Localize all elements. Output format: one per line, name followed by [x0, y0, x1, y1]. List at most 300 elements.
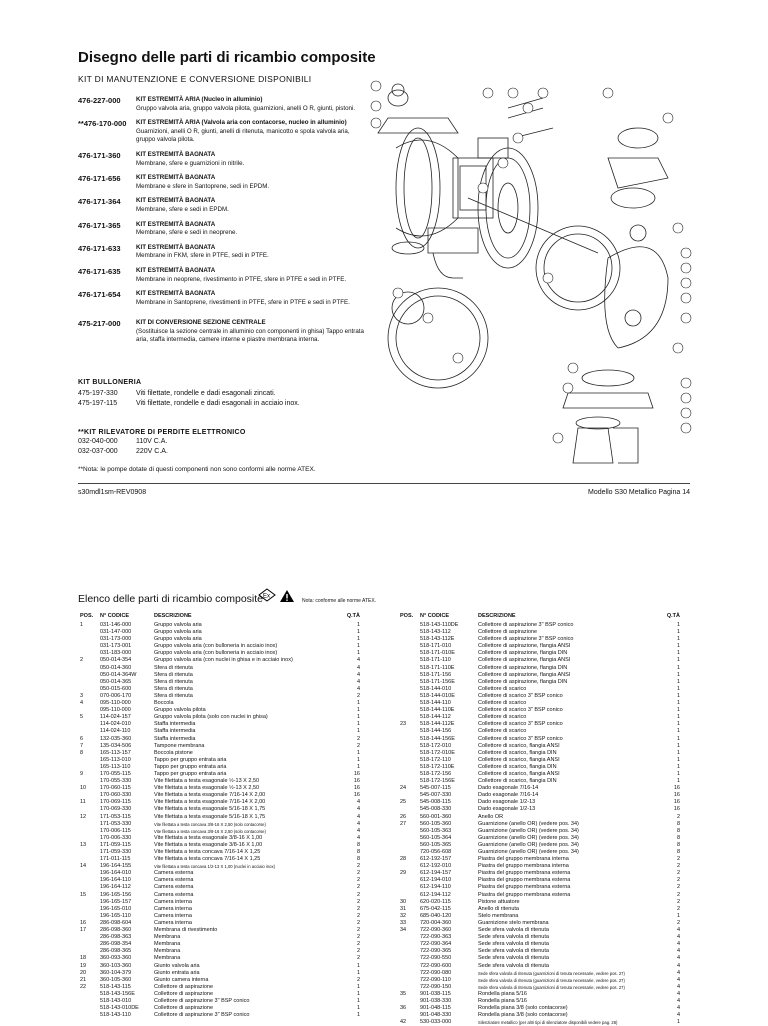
kit-item: [78, 221, 368, 238]
cell-code: 196-164-112: [100, 884, 131, 891]
cell-qty: 2: [356, 912, 360, 919]
table-row: [400, 920, 700, 927]
cell-qty: 2: [356, 891, 360, 898]
cell-desc: Piastra del gruppo membrana esterna: [478, 877, 571, 884]
cell-desc: Sfera di ritenuta: [154, 678, 193, 685]
col-pos: POS.: [80, 613, 94, 619]
cell-code: 196-165-110: [100, 912, 131, 919]
cell-code: 518-143-156E: [100, 990, 135, 997]
cell-desc: Collettore di scarico 3" BSP conico: [478, 735, 563, 742]
table-row: [80, 799, 380, 806]
bulloneria-row: [78, 400, 300, 407]
cell-desc: Sede sfera valvola di ritenuta: [478, 962, 549, 969]
cell-code: 171-053-115: [100, 813, 131, 820]
cell-desc: Collettore di scarico, flangia ANSI: [478, 742, 560, 749]
cell-qty: 8: [356, 841, 360, 848]
cell-desc: Collettore di scarico, flangia DIN: [478, 778, 557, 785]
cell-code: 050-015-600: [100, 685, 132, 692]
cell-desc: Boccola pistone: [154, 749, 193, 756]
cell-code: 170-060-115: [100, 785, 131, 792]
cell-qty: 4: [356, 664, 360, 671]
table-row: [80, 629, 380, 636]
cell-pos: [400, 1012, 420, 1019]
table-row: [80, 934, 380, 941]
cell-desc: Vite filettata a testa concava 3/8-16 X 2,50 (solo contacorse): [154, 821, 266, 827]
cell-desc: Camera interna: [154, 919, 192, 926]
cell-qty: 1: [356, 650, 360, 657]
table-row: [400, 998, 700, 1005]
col-code: N° CODICE: [420, 613, 450, 619]
cell-qty: 2: [356, 927, 360, 934]
cell-qty: 1: [356, 756, 360, 763]
cell-desc: Sede sfera valvola di ritenuta: [478, 948, 549, 955]
cell-code: 620-020-115: [420, 898, 451, 905]
table-row: [80, 785, 380, 792]
cell-desc: Membrana: [154, 941, 181, 948]
cell-desc: Staffa intermedia: [154, 721, 196, 728]
cell-qty: 16: [673, 799, 680, 806]
cell-desc: Sede sfera valvola di ritenuta: [478, 934, 549, 941]
col-qty: Q.TÀ: [346, 613, 360, 619]
cell-qty: 1: [676, 721, 680, 728]
cell-code: 560-001-360: [420, 813, 452, 820]
cell-desc: Guarnizione (anello OR) (vedere pos. 34): [478, 841, 579, 848]
cell-desc: Guarnizione (anello OR) (vedere pos. 34): [478, 849, 579, 855]
table-row: [400, 870, 700, 877]
kit-item: [78, 267, 368, 284]
cell-desc: Piastra del gruppo membrana esterna: [478, 884, 571, 891]
cell-code: 720-004-360: [420, 919, 452, 926]
cell-qty: 4: [676, 969, 680, 976]
cell-desc: Sfera di ritenuta: [154, 692, 193, 699]
cell-code: 518-143-112: [420, 629, 451, 636]
cell-pos: [400, 892, 420, 899]
cell-qty: 1: [356, 636, 360, 643]
kit-desc: Membrane, sfere e guarnizioni in nitrile.: [136, 159, 245, 167]
cell-pos: 13: [80, 841, 87, 848]
kit-title: KIT ESTREMITÀ ARIA (Nucleo in alluminio): [136, 96, 263, 103]
cell-pos: [400, 948, 420, 955]
cell-qty: 1: [676, 742, 680, 749]
cell-code: 722-090-110: [420, 976, 451, 983]
kit-code: 476-171-364: [78, 197, 121, 207]
cell-code: 171-053-330: [100, 820, 132, 827]
cell-pos: 17: [80, 927, 87, 934]
cell-code: 518-171-110: [420, 657, 451, 664]
cell-pos: 12: [80, 813, 87, 820]
table-row: [400, 892, 700, 899]
cell-pos: 28: [400, 856, 407, 863]
page-14: [0, 0, 768, 510]
cell-pos: [80, 991, 100, 998]
cell-code: 612-194-157: [420, 870, 452, 877]
table-row: [400, 657, 700, 664]
cell-desc: Sfera di ritenuta: [154, 685, 193, 692]
cell-qty: 2: [356, 742, 360, 749]
cell-qty: 4: [676, 934, 680, 941]
cell-code: 360-103-360: [100, 962, 132, 969]
cell-qty: 8: [676, 820, 680, 827]
cell-qty: 2: [676, 919, 680, 926]
cell-desc: Vite filettata a testa esagonale 7/16-14 X 2,00: [154, 799, 266, 806]
table-row: [400, 679, 700, 686]
cell-pos: [80, 721, 100, 728]
table-row: [80, 757, 380, 764]
cell-desc: Dado esagonale 7/16-14: [478, 785, 539, 792]
cell-code: 286-098-354: [100, 941, 132, 948]
bulloneria-row: [78, 390, 276, 397]
table-row: [400, 693, 700, 700]
cell-code: 114-024-157: [100, 714, 131, 721]
cell-desc: Collettore di aspirazione: [154, 983, 214, 990]
kit-item: [78, 244, 368, 261]
cell-qty: 4: [676, 990, 680, 997]
cell-code: 518-144-156E: [420, 735, 455, 742]
cell-pos: [400, 665, 420, 672]
cell-desc: Dado esagonale 7/16-14: [478, 792, 539, 799]
cell-desc: Sede sfera valvola di ritenuta: [478, 941, 549, 948]
cell-qty: 1: [676, 735, 680, 742]
cell-code: 518-171-156E: [420, 678, 455, 685]
cell-qty: 2: [356, 884, 360, 891]
col-desc: DESCRIZIONE: [154, 613, 192, 619]
cell-code: 196-165-156: [100, 891, 132, 898]
kit-code: 476-171-360: [78, 150, 121, 160]
cell-pos: 15: [80, 891, 87, 898]
cell-qty: 1: [676, 1019, 680, 1026]
table-row: [400, 785, 700, 792]
cell-pos: 31: [400, 905, 407, 912]
cell-pos: [400, 686, 420, 693]
cell-qty: 8: [356, 856, 360, 863]
table-row: [80, 636, 380, 643]
table-row: [400, 828, 700, 835]
cell-pos: [80, 941, 100, 948]
cell-pos: [400, 963, 420, 970]
table-row: [80, 970, 380, 977]
table-row: [400, 991, 700, 998]
cell-desc: Membrana: [154, 934, 181, 941]
cell-qty: 16: [353, 770, 360, 777]
cell-qty: 2: [356, 692, 360, 699]
kit-desc: Membrane, sfere e sedi in EPDM.: [136, 205, 229, 213]
table-row: [80, 814, 380, 821]
table-row: [400, 636, 700, 643]
table-row: [80, 714, 380, 721]
cell-pos: [80, 757, 100, 764]
cell-qty: 1: [676, 629, 680, 636]
cell-desc: Gruppo valvola aria: [154, 629, 202, 636]
table-row: [400, 643, 700, 650]
kit-item: [78, 319, 368, 345]
cell-desc: Collettore di aspirazione, flangia DIN: [478, 664, 568, 671]
cell-qty: 4: [356, 657, 360, 664]
cell-code: 518-172-010E: [420, 749, 455, 756]
cell-qty: 4: [676, 962, 680, 969]
cell-qty: 1: [676, 664, 680, 671]
col-qty: Q.TÀ: [666, 613, 680, 619]
cell-code: 518-143-010DE: [100, 1005, 139, 1012]
cell-code: 171-059-115: [100, 841, 131, 848]
cell-pos: 42: [400, 1019, 407, 1026]
cell-desc: Sede sfera valvola di ritenuta: [478, 955, 549, 962]
kit-desc: (Sostituisce la sezione centrale in alluminio con componenti in ghisa) Tappo entrata aria, staffa intermedia, camere interne e piastre membrana interna.: [136, 327, 364, 344]
cell-qty: 4: [356, 685, 360, 692]
cell-code: 518-144-010E: [420, 692, 455, 699]
cell-desc: Camera esterna: [154, 870, 194, 877]
cell-qty: 1: [676, 778, 680, 785]
cell-desc: Guarnizione stelo membrana: [478, 919, 549, 926]
cell-pos: [80, 643, 100, 650]
table-row: [400, 707, 700, 714]
cell-pos: 20: [80, 969, 87, 976]
cell-qty: 2: [356, 898, 360, 905]
cell-code: 050-014-364W: [100, 671, 137, 678]
cell-code: 612-192-010: [420, 863, 452, 870]
kit-code: 476-227-000: [78, 96, 121, 105]
cell-code: 518-144-110: [420, 700, 451, 707]
table-row: [400, 806, 700, 813]
table-row: [400, 764, 700, 771]
cell-desc: Collettore di aspirazione, flangia ANSI: [478, 643, 571, 650]
table-row: [400, 970, 700, 977]
cell-pos: [80, 870, 100, 877]
table-row: [400, 757, 700, 764]
parts-list-title: Elenco delle parti di ricambio composite: [78, 593, 264, 605]
cell-qty: 1: [356, 969, 360, 976]
cell-desc: Collettore di scarico: [478, 714, 527, 721]
cell-code: 050-014-354: [100, 657, 132, 664]
cell-desc: Anello di ritenuta: [478, 905, 519, 912]
cell-code: 196-165-157: [100, 898, 132, 905]
cell-desc: Collettore di scarico 3" BSP conico: [478, 721, 563, 728]
cell-code: 165-113-157: [100, 749, 131, 756]
kit-item: [78, 119, 368, 145]
cell-qty: 2: [356, 863, 360, 870]
cell-desc: Dado esagonale 1/2-13: [478, 799, 536, 806]
cell-qty: 1: [676, 636, 680, 643]
cell-qty: 4: [356, 799, 360, 806]
cell-qty: 2: [676, 870, 680, 877]
cell-code: 286-098-363: [100, 934, 132, 941]
cell-pos: [400, 828, 420, 835]
table-row: [400, 778, 700, 785]
cell-desc: Giunto valvola aria: [154, 962, 200, 969]
cell-pos: [80, 728, 100, 735]
cell-qty: 1: [356, 997, 360, 1004]
cell-desc: Stelo membrana: [478, 912, 519, 919]
cell-qty: 2: [676, 898, 680, 905]
table-row: [400, 835, 700, 842]
table-row: [400, 856, 700, 863]
cell-qty: 2: [356, 948, 360, 955]
cell-code: 901-048-330: [420, 1012, 452, 1019]
table-row: [80, 998, 380, 1005]
kit-desc: Membrane in neoprene, rivestimento in PTFE, sfere in PTFE e sedi in PTFE.: [136, 275, 347, 283]
atex-compliance-note: Nota: conforme alle norme ATEX.: [302, 598, 377, 604]
parts-list-page: [0, 585, 768, 1024]
cell-desc: Camera interna: [154, 905, 192, 912]
table-row: [400, 750, 700, 757]
table-row: [400, 899, 700, 906]
cell-qty: 2: [356, 877, 360, 884]
cell-qty: 1: [356, 1012, 360, 1019]
kit-body: [136, 244, 269, 261]
cell-qty: 2: [356, 976, 360, 983]
cell-desc: Vite filettata a testa concava 7/16-14 X 1,25: [154, 849, 261, 855]
cell-code: 722-090-364: [420, 941, 452, 948]
cell-qty: 8: [676, 827, 680, 834]
cell-code: 031-173-000: [100, 636, 132, 643]
cell-pos: 4: [80, 700, 84, 707]
rilevatore-row: [78, 438, 167, 445]
cell-pos: [400, 998, 420, 1005]
cell-desc: Vite filettata a testa esagonale 3/8-16 X 1,00: [154, 834, 263, 841]
cell-pos: [400, 955, 420, 962]
cell-code: 050-014-360: [100, 664, 132, 671]
kit-item: [78, 151, 368, 168]
cell-code: 170-055-330: [100, 778, 132, 785]
cell-pos: [400, 750, 420, 757]
cell-pos: [400, 743, 420, 750]
table-row: [80, 913, 380, 920]
table-row: [400, 934, 700, 941]
cell-desc: Anello OR: [478, 813, 504, 820]
table-row: [80, 963, 380, 970]
cell-pos: [400, 672, 420, 679]
table-row: [80, 750, 380, 757]
cell-pos: [80, 998, 100, 1005]
cell-pos: [400, 714, 420, 721]
table-row: [80, 927, 380, 934]
cell-qty: 1: [356, 700, 360, 707]
table-row: [400, 672, 700, 679]
cell-pos: [400, 764, 420, 771]
cell-qty: 4: [356, 671, 360, 678]
table-row: [80, 955, 380, 962]
cell-qty: 16: [673, 806, 680, 813]
cell-qty: 8: [676, 834, 680, 841]
cell-code: 518-171-010E: [420, 650, 455, 657]
cell-qty: 8: [356, 849, 360, 855]
kit-code: 475-197-330: [78, 390, 118, 397]
table-row: [400, 1012, 700, 1019]
cell-qty: 1: [676, 622, 680, 628]
cell-pos: 5: [80, 714, 84, 721]
kit-item: [78, 290, 368, 307]
cell-code: 518-172-156E: [420, 778, 455, 785]
cell-code: 518-143-110: [100, 1012, 131, 1019]
cell-qty: 1: [676, 707, 680, 714]
cell-pos: [80, 856, 100, 863]
col-pos: POS.: [400, 613, 414, 619]
cell-desc: Rondella piana 3/8 (solo contacorse): [478, 1012, 568, 1019]
cell-code: 518-172-110: [420, 756, 451, 763]
cell-pos: 35: [400, 990, 407, 997]
footer-divider: [78, 483, 690, 484]
cell-qty: 1: [356, 763, 360, 770]
cell-qty: 1: [676, 728, 680, 735]
kit-body: [136, 119, 368, 145]
cell-desc: Vite filettata a testa esagonale ½-13 X 2,50: [154, 778, 260, 785]
cell-pos: 14: [80, 863, 87, 870]
cell-desc: Vite filettata a testa esagonale 5/16-18 X 1,75: [154, 806, 266, 813]
cell-desc: Gruppo valvola aria (con nuclei in ghisa e in acciaio inox): [154, 657, 293, 664]
kit-title: KIT ESTREMITÀ ARIA (Valvola aria con contacorse, nucleo in alluminio): [136, 119, 347, 127]
cell-pos: [80, 934, 100, 941]
kit-title: KIT ESTREMITÀ BAGNATA: [136, 220, 216, 228]
cell-desc: Pistone attuatore: [478, 898, 520, 905]
cell-pos: [80, 764, 100, 771]
cell-code: 196-165-010: [100, 905, 132, 912]
cell-qty: 1: [676, 671, 680, 678]
kits-subtitle: KIT DI MANUTENZIONE E CONVERSIONE DISPONIBILI: [78, 74, 312, 84]
table-row: [400, 700, 700, 707]
cell-code: 720-056-608: [420, 849, 452, 855]
cell-desc: Vite filettata a testa concava 3/8-16 X 2,50 (solo contacorse): [154, 828, 266, 834]
table-row: [400, 941, 700, 948]
cell-code: 518-172-010: [420, 742, 452, 749]
table-row: [400, 728, 700, 735]
cell-pos: 26: [400, 813, 407, 820]
cell-code: 518-144-010: [420, 685, 452, 692]
cell-desc: Rondella piana 3/8 (solo contacorse): [478, 1005, 568, 1012]
col-code: N° CODICE: [100, 613, 130, 619]
cell-code: 545-008-330: [420, 806, 452, 813]
cell-desc: Gruppo valvola aria: [154, 636, 202, 643]
kit-code: 032-037-000: [78, 448, 118, 455]
cell-pos: [80, 665, 100, 672]
cell-code: 095-110-000: [100, 707, 131, 714]
kit-title: KIT ESTREMITÀ BAGNATA: [136, 266, 216, 274]
cell-qty: 1: [356, 707, 360, 714]
cell-code: 171-011-115: [100, 856, 131, 863]
table-header: [80, 613, 380, 622]
cell-qty: 4: [676, 927, 680, 934]
kit-item: [78, 174, 368, 191]
atex-ex-icon: [258, 588, 276, 602]
cell-desc: Guarnizione (anello OR) (vedere pos. 34): [478, 834, 579, 841]
cell-desc: Collettore di scarico: [478, 685, 527, 692]
cell-code: 286-098-365: [100, 948, 132, 955]
cell-desc: Collettore di aspirazione 3" BSP conico: [154, 997, 250, 1004]
cell-pos: [80, 913, 100, 920]
page-title: Disegno delle parti di ricambio composite: [78, 49, 376, 66]
warning-icon: [279, 589, 295, 603]
table-row: [80, 693, 380, 700]
cell-pos: 6: [80, 735, 84, 742]
cell-pos: [80, 877, 100, 884]
cell-code: 095-110-000: [100, 700, 131, 707]
table-row: [400, 977, 700, 984]
cell-pos: 3: [80, 692, 84, 699]
kit-desc: Membrane, sfere e sedi in neoprene.: [136, 229, 238, 237]
cell-code: 518-172-110E: [420, 763, 455, 770]
cell-qty: 8: [676, 849, 680, 855]
cell-code: 560-105-365: [420, 841, 452, 848]
cell-code: 050-014-365: [100, 678, 132, 685]
table-row: [80, 622, 380, 629]
table-row: [80, 764, 380, 771]
cell-pos: 11: [80, 799, 86, 806]
cell-desc: Gruppo valvola pilota (solo con nuclei in ghisa): [154, 714, 268, 721]
cell-code: 165-113-010: [100, 756, 131, 763]
kit-body: [136, 174, 269, 191]
table-row: [80, 643, 380, 650]
table-row: [400, 906, 700, 913]
cell-pos: [400, 757, 420, 764]
cell-qty: 1: [356, 629, 360, 636]
